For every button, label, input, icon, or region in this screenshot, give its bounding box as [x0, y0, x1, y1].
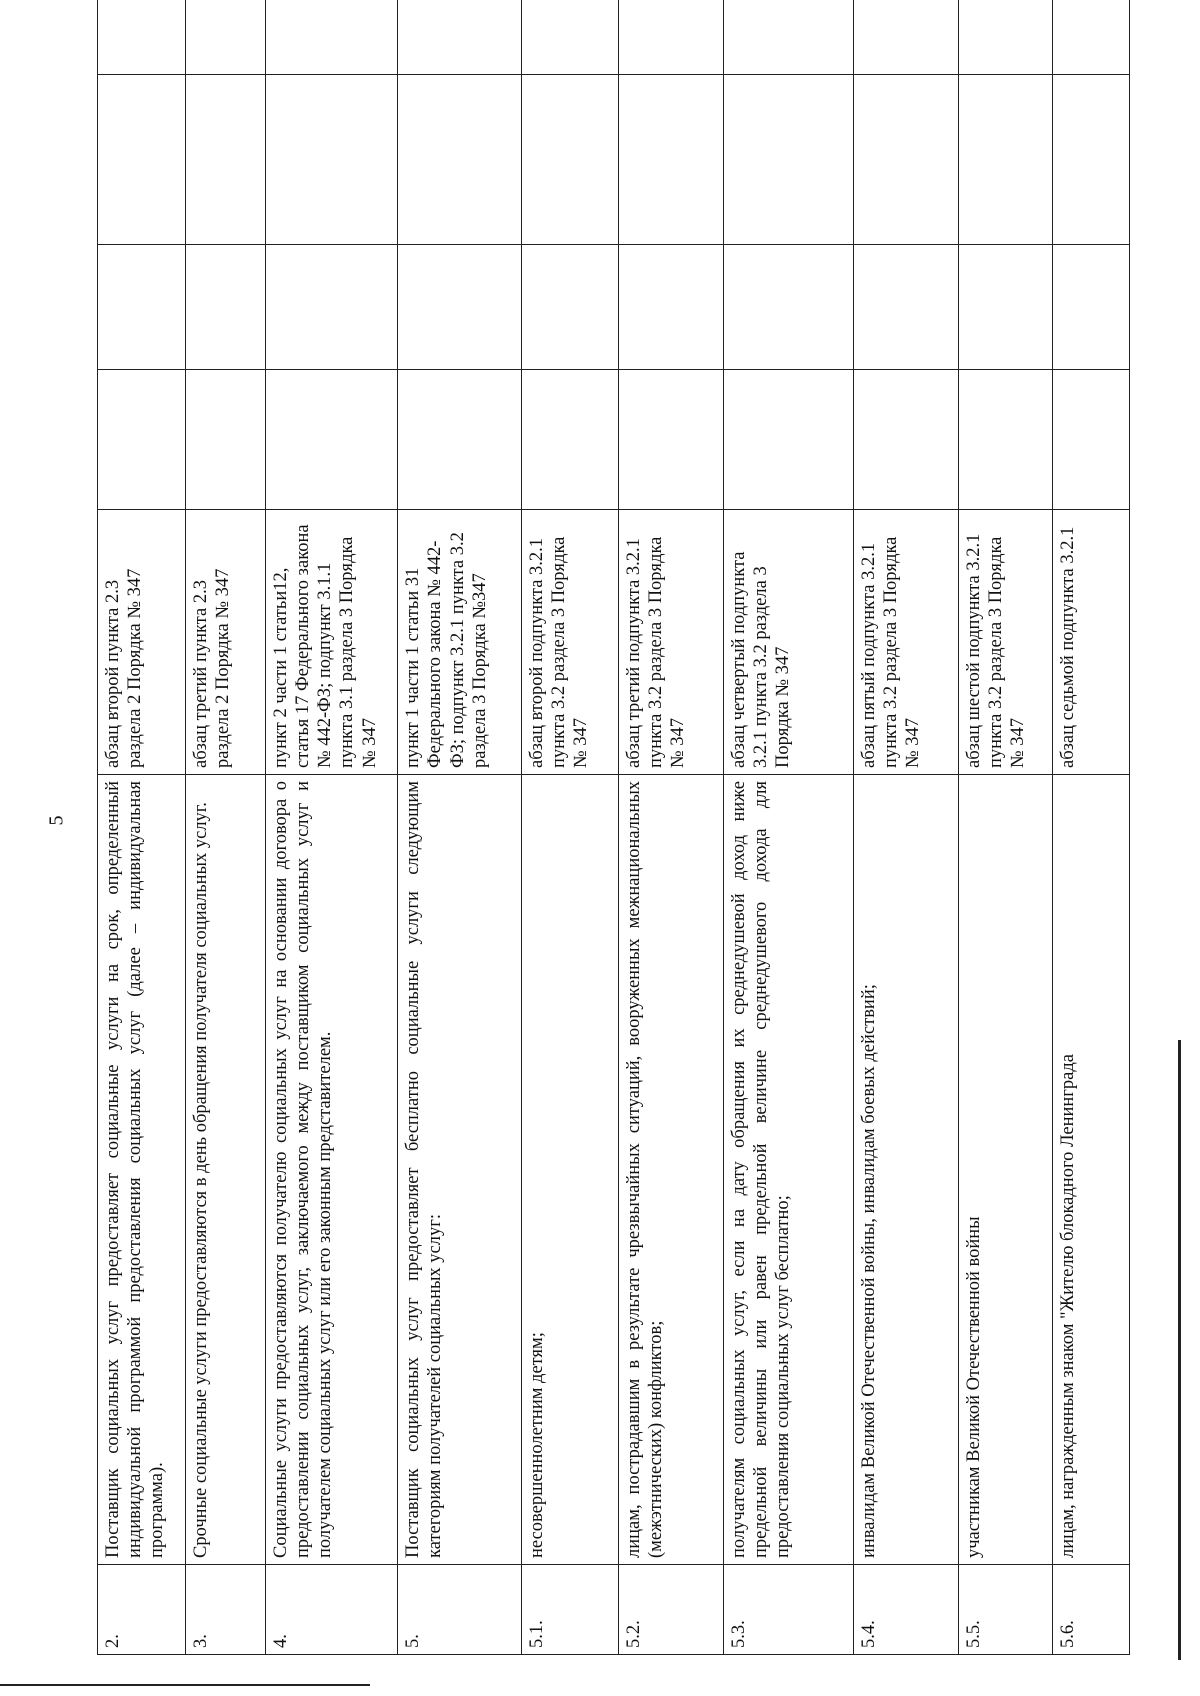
empty-cell — [1052, 245, 1129, 370]
table-row — [854, 0, 959, 1655]
empty-cell — [1052, 0, 1129, 75]
empty-cell — [1052, 370, 1129, 510]
empty-cell — [98, 370, 186, 510]
row-number: 5.1. — [521, 1565, 618, 1655]
empty-cell — [618, 75, 723, 245]
legal-basis: абзац седьмой подпункта 3.2.1 — [1052, 510, 1129, 775]
empty-cell — [186, 370, 265, 510]
empty-cell — [618, 0, 723, 75]
table-row — [186, 0, 265, 1655]
requirement-text: инвалидам Великой Отечественной войны, инвалидам боевых действий; — [854, 775, 959, 1565]
requirement-text: Срочные социальные услуги предоставляются в день обращения получателя социальных услуг. — [186, 775, 265, 1565]
empty-cell — [265, 75, 397, 245]
empty-cell — [958, 75, 1052, 245]
empty-cell — [854, 245, 959, 370]
empty-cell — [618, 370, 723, 510]
row-number: 4. — [265, 1565, 397, 1655]
row-number: 5.4. — [854, 1565, 959, 1655]
requirement-text: несовершеннолетним детям; — [521, 775, 618, 1565]
table-row — [618, 0, 723, 1655]
legal-basis: абзац третий пункта 2.3 раздела 2 Порядка № 347 — [186, 510, 265, 775]
requirement-text: Поставщик социальных услуг предоставляет бесплатно социальные услуги следующим категориям получателей социальных услуг: — [398, 775, 522, 1565]
empty-cell — [265, 370, 397, 510]
empty-cell — [618, 245, 723, 370]
scan-edge-line — [0, 1684, 370, 1686]
legal-basis: пункт 1 части 1 статьи 31 Федерального закона № 442-ФЗ; подпункт 3.2.1 пункта 3.2 раздела 3 Порядка №347 — [398, 510, 522, 775]
empty-cell — [398, 370, 522, 510]
empty-cell — [958, 0, 1052, 75]
empty-cell — [186, 245, 265, 370]
scan-edge-line — [1178, 1040, 1181, 1660]
table-row — [723, 0, 853, 1655]
table-row — [398, 0, 522, 1655]
empty-cell — [265, 0, 397, 75]
legal-basis: абзац третий подпункта 3.2.1 пункта 3.2 раздела 3 Порядка № 347 — [618, 510, 723, 775]
empty-cell — [854, 370, 959, 510]
legal-basis: абзац шестой подпункта 3.2.1 пункта 3.2 раздела 3 Порядка № 347 — [958, 510, 1052, 775]
empty-cell — [854, 75, 959, 245]
requirement-text: лицам, награжденным знаком "Жителю блокадного Ленинграда — [1052, 775, 1129, 1565]
legal-basis: пункт 2 части 1 статьи12, статья 17 Федерального закона № 442-ФЗ; подпункт 3.1.1 пункта 3.1 раздела 3 Порядка № 347 — [265, 510, 397, 775]
empty-cell — [958, 370, 1052, 510]
empty-cell — [98, 0, 186, 75]
requirement-text: Поставщик социальных услуг предоставляет социальные услуги на срок, определенный индивидуальной программой предоставления социальных услуг (далее – индивидуальная программа). — [98, 775, 186, 1565]
row-number: 3. — [186, 1565, 265, 1655]
legal-basis: абзац пятый подпункта 3.2.1 пункта 3.2 раздела 3 Порядка № 347 — [854, 510, 959, 775]
empty-cell — [1052, 75, 1129, 245]
empty-cell — [98, 75, 186, 245]
empty-cell — [723, 75, 853, 245]
empty-cell — [98, 245, 186, 370]
empty-cell — [723, 370, 853, 510]
empty-cell — [521, 75, 618, 245]
requirement-text: получателям социальных услуг, если на дату обращения их среднедушевой доход ниже предельной величины или равен предельной величине среднедушевого дохода для предоставления социальных услуг бесплатно; — [723, 775, 853, 1565]
requirements-table — [97, 0, 1130, 1655]
empty-cell — [958, 245, 1052, 370]
table-row — [1052, 0, 1129, 1655]
empty-cell — [854, 0, 959, 75]
table-row — [98, 0, 186, 1655]
empty-cell — [398, 245, 522, 370]
empty-cell — [521, 245, 618, 370]
row-number: 5.6. — [1052, 1565, 1129, 1655]
empty-cell — [521, 0, 618, 75]
legal-basis: абзац второй подпункта 3.2.1 пункта 3.2 раздела 3 Порядка № 347 — [521, 510, 618, 775]
legal-basis: абзац четвертый подпункта 3.2.1 пункта 3.2 раздела 3 Порядка № 347 — [723, 510, 853, 775]
row-number: 5.2. — [618, 1565, 723, 1655]
empty-cell — [398, 75, 522, 245]
empty-cell — [186, 0, 265, 75]
table-row — [521, 0, 618, 1655]
requirement-text: Социальные услуги предоставляются получателю социальных услуг на основании договора о предоставлении социальных услуг, заключаемого между поставщиком социальных услуг и получателем социальных услуг или его законным представителем. — [265, 775, 397, 1565]
empty-cell — [398, 0, 522, 75]
requirement-text: участникам Великой Отечественной войны — [958, 775, 1052, 1565]
row-number: 5.5. — [958, 1565, 1052, 1655]
empty-cell — [723, 245, 853, 370]
requirement-text: лицам, пострадавшим в результате чрезвычайных ситуаций, вооруженных межнациональных (межэтнических) конфликтов; — [618, 775, 723, 1565]
empty-cell — [521, 370, 618, 510]
empty-cell — [265, 245, 397, 370]
page-number: 5 — [45, 815, 68, 826]
row-number: 2. — [98, 1565, 186, 1655]
empty-cell — [186, 75, 265, 245]
row-number: 5. — [398, 1565, 522, 1655]
empty-cell — [723, 0, 853, 75]
table-row — [265, 0, 397, 1655]
rotated-table-frame — [97, 0, 1130, 1655]
row-number: 5.3. — [723, 1565, 853, 1655]
table-row — [958, 0, 1052, 1655]
legal-basis: абзац второй пункта 2.3 раздела 2 Порядка № 347 — [98, 510, 186, 775]
